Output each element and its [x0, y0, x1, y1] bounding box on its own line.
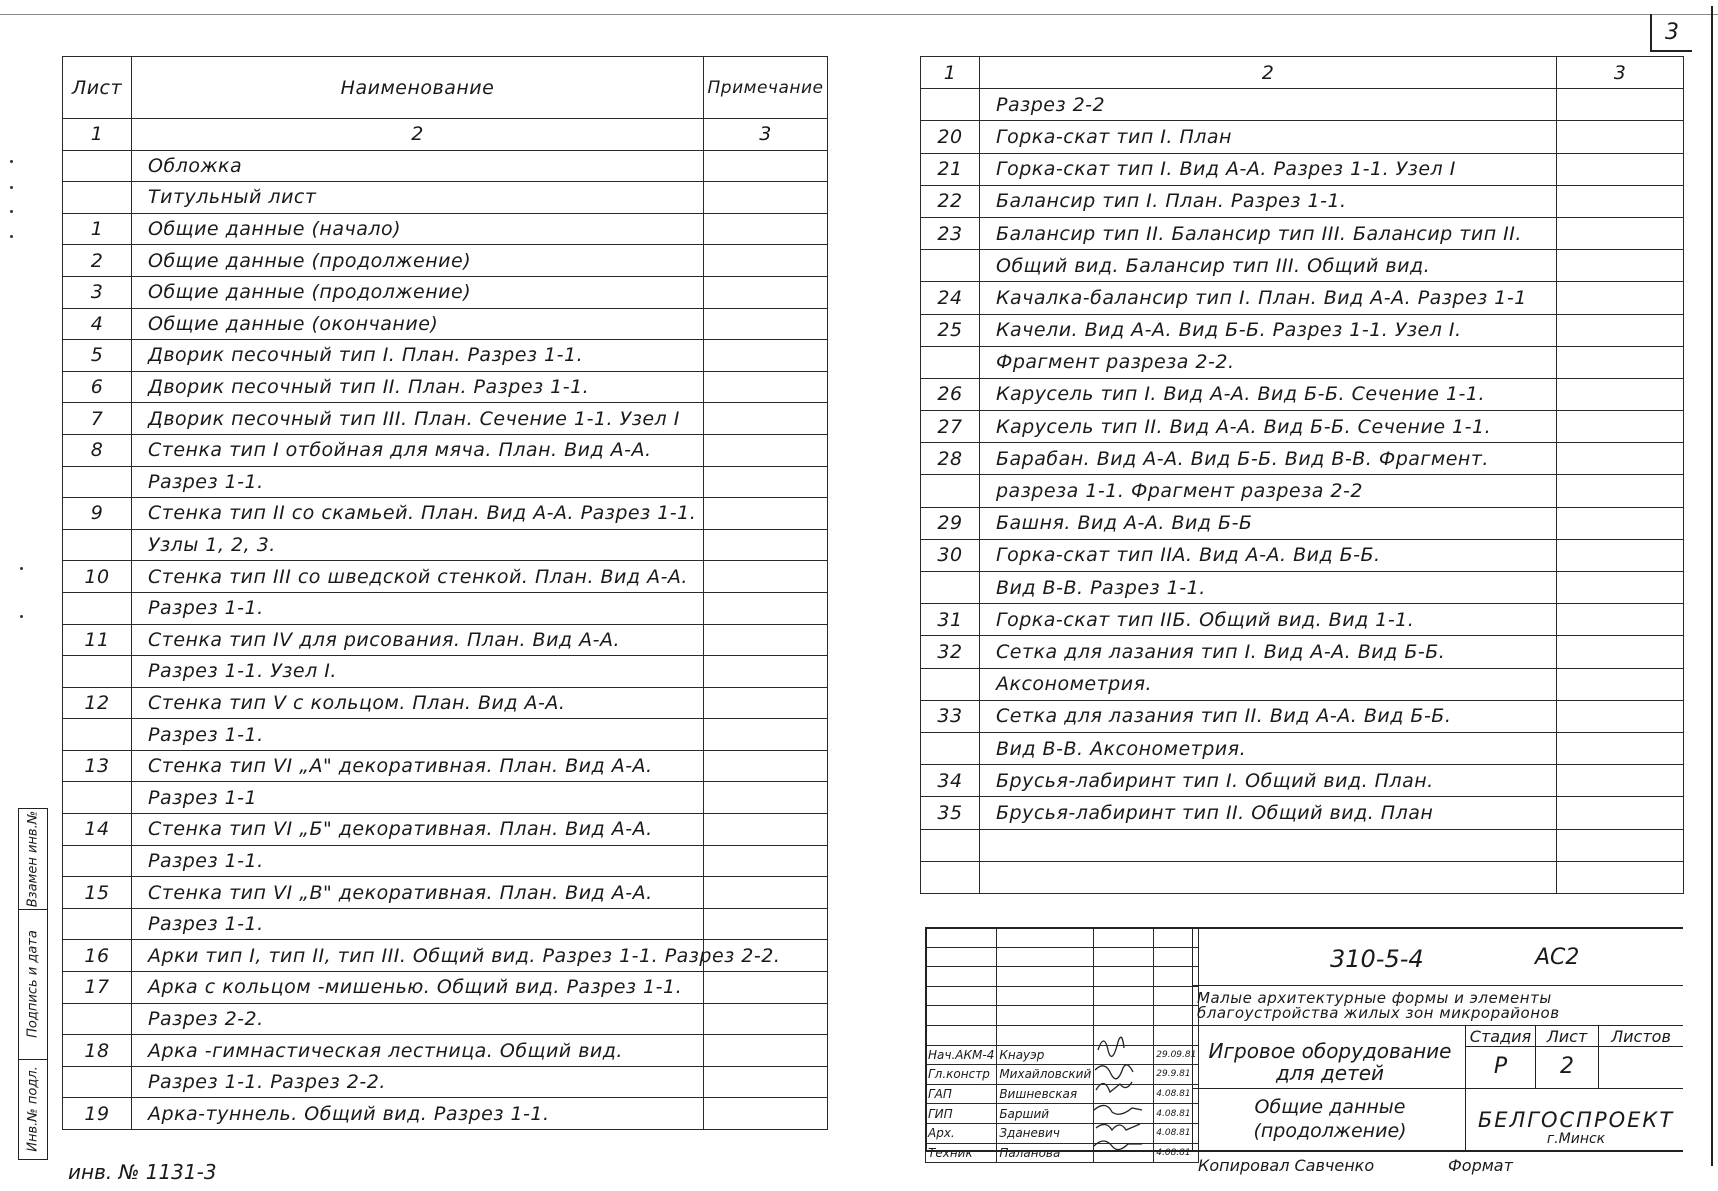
- sheet-name: Дворик песочный тип III. План. Сечение 1-1. Узел I: [132, 403, 704, 435]
- signature-date: 4.08.81: [1154, 1084, 1199, 1104]
- sheet-number: 13: [63, 750, 132, 782]
- sheet-note: [1557, 250, 1684, 282]
- sheet-note: [1557, 89, 1684, 121]
- margin-dot: [10, 235, 13, 238]
- sheet-note: [1557, 346, 1684, 378]
- signature-role: Арх.: [926, 1123, 997, 1143]
- sheet-note: [704, 1003, 828, 1035]
- sheet-label: Лист: [1546, 1027, 1588, 1046]
- sheet-name: Арка -гимнастическая лестница. Общий вид.: [132, 1035, 704, 1067]
- sheet-note: [704, 434, 828, 466]
- organization-name: БЕЛГОСПРОЕКТ: [1477, 1108, 1675, 1132]
- table-row: [921, 732, 1684, 764]
- signature-role: ГИП: [926, 1104, 997, 1124]
- sheet-name: Дворик песочный тип II. План. Разрез 1-1.: [132, 371, 704, 403]
- sheet-name: Титульный лист: [132, 182, 704, 214]
- table-row: [921, 572, 1684, 604]
- sheet-number: 12: [63, 687, 132, 719]
- sheet-name: Стенка тип VI „Б" декоративная. План. Вид А-А.: [132, 814, 704, 846]
- signature-role: ГАП: [926, 1084, 997, 1104]
- sheet-note: [704, 1066, 828, 1098]
- sheet-number: 29: [921, 507, 980, 539]
- table-row: [63, 656, 828, 688]
- sheet-number: 27: [921, 411, 980, 443]
- margin-dot: [20, 567, 23, 570]
- handwritten-signatures: [1090, 1022, 1150, 1152]
- table-row: [63, 434, 828, 466]
- sheet-number: 8: [63, 434, 132, 466]
- sheet-number: [63, 908, 132, 940]
- sheet-note: [704, 877, 828, 909]
- sheet-name: Дворик песочный тип I. План. Разрез 1-1.: [132, 340, 704, 372]
- table-row: [63, 1066, 828, 1098]
- sheet-name: Стенка тип VI „А" декоративная. План. Вид А-А.: [132, 750, 704, 782]
- sheet-number: [921, 861, 980, 893]
- table-row: [63, 150, 828, 182]
- left-table-body: [63, 150, 828, 1129]
- title-block-divider: [1192, 985, 1683, 986]
- table-row: [921, 153, 1684, 185]
- sheet-number: [921, 250, 980, 282]
- table-row: [63, 972, 828, 1004]
- sheet-note: [1557, 636, 1684, 668]
- margin-dot: [10, 210, 13, 213]
- sheet-note: [704, 719, 828, 751]
- table-row: [921, 475, 1684, 507]
- table-row: [63, 719, 828, 751]
- table-row: [63, 592, 828, 624]
- sheet-number: 23: [921, 217, 980, 249]
- sheet-name: Стенка тип II со скамьей. План. Вид А-А. Разрез 1-1.: [132, 498, 704, 530]
- sheet-note: [1557, 185, 1684, 217]
- sheet-note: [1557, 153, 1684, 185]
- signature-date: 4.08.81: [1154, 1123, 1199, 1143]
- sheet-note: [1557, 797, 1684, 829]
- sheet-note: [1557, 732, 1684, 764]
- sheet-name: Башня. Вид А-А. Вид Б-Б: [980, 507, 1557, 539]
- table-row: [63, 371, 828, 403]
- sheet-name: [980, 829, 1557, 861]
- table-row: [63, 245, 828, 277]
- sheet-number: 25: [921, 314, 980, 346]
- sheet-number: 6: [63, 371, 132, 403]
- sheet-note: [1557, 700, 1684, 732]
- table-row: [921, 314, 1684, 346]
- sheet-name: Стенка тип V с кольцом. План. Вид А-А.: [132, 687, 704, 719]
- page-number: 3: [1665, 20, 1679, 45]
- sheet-number: 24: [921, 282, 980, 314]
- inventory-number: инв. № 1131-3: [68, 1160, 217, 1184]
- sheet-number: 28: [921, 443, 980, 475]
- sheet-note: [704, 340, 828, 372]
- sheet-name: Общие данные (продолжение): [132, 276, 704, 308]
- column-number: 3: [704, 119, 828, 151]
- sheet-name: Разрез 2-2: [980, 89, 1557, 121]
- sheet-number: 32: [921, 636, 980, 668]
- column-number: 3: [1557, 57, 1684, 89]
- sheet-note: [1557, 121, 1684, 153]
- table-row: [63, 340, 828, 372]
- sheet-note: [704, 592, 828, 624]
- signature-name: Михайловский: [997, 1065, 1094, 1085]
- sheet-name: Аксонометрия.: [980, 668, 1557, 700]
- table-row: [63, 687, 828, 719]
- signature-name: Паланова: [997, 1143, 1094, 1163]
- sheet-number: [921, 346, 980, 378]
- sheet-note: [704, 845, 828, 877]
- sheet-name: Фрагмент разреза 2-2.: [980, 346, 1557, 378]
- sheet-name: Общий вид. Балансир тип III. Общий вид.: [980, 250, 1557, 282]
- sheet-note: [1557, 829, 1684, 861]
- header-sheet: Лист: [63, 57, 132, 119]
- header-name: Наименование: [132, 57, 704, 119]
- sheet-note: [1557, 314, 1684, 346]
- sheet-number: [63, 1003, 132, 1035]
- sheet-note: [1557, 443, 1684, 475]
- header-note: Примечание: [704, 57, 828, 119]
- sheet-name: Разрез 1-1: [132, 782, 704, 814]
- sheet-number: 9: [63, 498, 132, 530]
- title-block-divider: [1192, 927, 1193, 1152]
- sheet-number: 26: [921, 378, 980, 410]
- sheet-number: [921, 475, 980, 507]
- sheet-note: [704, 150, 828, 182]
- sheet-note: [704, 972, 828, 1004]
- signature-role: Нач.АКМ-4: [926, 1045, 997, 1065]
- sheet-name: Общие данные (начало): [132, 213, 704, 245]
- sheet-note: [704, 403, 828, 435]
- sheet-number: 16: [63, 940, 132, 972]
- table-row: [921, 185, 1684, 217]
- table-row: [921, 636, 1684, 668]
- side-stamp: [18, 808, 48, 1160]
- sheet-note: [704, 656, 828, 688]
- drawing-list-right-table: [920, 56, 1684, 894]
- sheet-name: Горка-скат тип I. Вид А-А. Разрез 1-1. Узел I: [980, 153, 1557, 185]
- sheet-number: [63, 719, 132, 751]
- table-row: [63, 213, 828, 245]
- sheet-name: Разрез 1-1.: [132, 592, 704, 624]
- sheet-note: [1557, 217, 1684, 249]
- column-number: 2: [132, 119, 704, 151]
- signature-name: Вишневская: [997, 1084, 1094, 1104]
- sheet-note: [1557, 539, 1684, 571]
- sheet-name: Стенка тип IV для рисования. План. Вид А-А.: [132, 624, 704, 656]
- sheet-number: [921, 668, 980, 700]
- column-number: 2: [980, 57, 1557, 89]
- sheet-name: разреза 1-1. Фрагмент разреза 2-2: [980, 475, 1557, 507]
- table-row: [921, 89, 1684, 121]
- sheet-name: Разрез 1-1. Узел I.: [132, 656, 704, 688]
- table-row: [63, 940, 828, 972]
- project-name: Малые архитектурные формы и элементы благоустройства жилых зон микрорайонов: [1197, 989, 1560, 1022]
- sheet-note: [704, 1098, 828, 1130]
- table-row: [921, 121, 1684, 153]
- margin-dot: [20, 615, 23, 618]
- signature-role: Техник: [926, 1143, 997, 1163]
- sheet-name: Качалка-балансир тип I. План. Вид А-А. Разрез 1-1: [980, 282, 1557, 314]
- sheet-note: [704, 498, 828, 530]
- sheet-number: 3: [63, 276, 132, 308]
- sheet-number: [921, 89, 980, 121]
- sheet-note: [1557, 507, 1684, 539]
- sheet-note: [704, 529, 828, 561]
- organization-city: г.Минск: [1546, 1131, 1606, 1147]
- sheet-note: [1557, 861, 1684, 893]
- table-row: [63, 529, 828, 561]
- sheet-number: 33: [921, 700, 980, 732]
- table-row: [921, 829, 1684, 861]
- sheet-number: [63, 845, 132, 877]
- sheet-note: [704, 466, 828, 498]
- sheet-name: Барабан. Вид А-А. Вид Б-Б. Вид В-В. Фрагмент.: [980, 443, 1557, 475]
- table-row: [921, 700, 1684, 732]
- table-row: [63, 908, 828, 940]
- sheet-note: [704, 1035, 828, 1067]
- table-row: [921, 861, 1684, 893]
- sheet-number: 17: [63, 972, 132, 1004]
- sheet-name: Карусель тип II. Вид А-А. Вид Б-Б. Сечение 1-1.: [980, 411, 1557, 443]
- sheet-note: [704, 814, 828, 846]
- table-row: [63, 877, 828, 909]
- table-row: [921, 443, 1684, 475]
- sheet-number: 2: [63, 245, 132, 277]
- margin-dot: [10, 186, 13, 189]
- side-stamp-replaced: Взамен инв.№: [19, 809, 47, 910]
- table-row: [63, 1035, 828, 1067]
- sheet-name: Разрез 1-1.: [132, 466, 704, 498]
- sheet-name: Обложка: [132, 150, 704, 182]
- sheet-number: [921, 732, 980, 764]
- title-block-divider: [1192, 1088, 1683, 1089]
- sheet-name: Брусья-лабиринт тип I. Общий вид. План.: [980, 765, 1557, 797]
- drawing-set-code: АС2: [1535, 945, 1580, 970]
- sheet-note: [704, 750, 828, 782]
- sheet-value: 2: [1560, 1054, 1574, 1079]
- stage-label: Стадия: [1469, 1027, 1532, 1046]
- right-table-body: [921, 89, 1684, 894]
- sheet-note: [1557, 572, 1684, 604]
- sheet-number: 11: [63, 624, 132, 656]
- sheet-name: Арка-туннель. Общий вид. Разрез 1-1.: [132, 1098, 704, 1130]
- title-block-divider: [1192, 1025, 1683, 1026]
- sheet-note: [704, 908, 828, 940]
- signature-name: Зданевич: [997, 1123, 1094, 1143]
- sheet-name: Качели. Вид А-А. Вид Б-Б. Разрез 1-1. Узел I.: [980, 314, 1557, 346]
- sheet-number: 21: [921, 153, 980, 185]
- column-number: 1: [921, 57, 980, 89]
- format-label: Формат: [1448, 1156, 1513, 1175]
- column-number: 1: [63, 119, 132, 151]
- sheet-number: 4: [63, 308, 132, 340]
- table-row: [63, 1003, 828, 1035]
- sheet-number: 19: [63, 1098, 132, 1130]
- side-stamp-original-inv: Инв.№ подл.: [25, 1066, 41, 1152]
- sheet-number: 14: [63, 814, 132, 846]
- sheet-note: [704, 245, 828, 277]
- table-row: [63, 403, 828, 435]
- sheet-name: Стенка тип VI „В" декоративная. План. Вид А-А.: [132, 877, 704, 909]
- sheet-name: Вид В-В. Аксонометрия.: [980, 732, 1557, 764]
- drawing-title: Игровое оборудование для детей: [1208, 1039, 1452, 1085]
- sheet-name: [980, 861, 1557, 893]
- table-row: [63, 814, 828, 846]
- sheet-number: 20: [921, 121, 980, 153]
- sheet-number: 35: [921, 797, 980, 829]
- table-header-row: [63, 57, 828, 119]
- sheet-number: [63, 150, 132, 182]
- stage-value: Р: [1493, 1054, 1508, 1079]
- sheet-number: [63, 782, 132, 814]
- table-row: [63, 750, 828, 782]
- signature-date: 4.08.81: [1154, 1104, 1199, 1124]
- sheet-note: [1557, 668, 1684, 700]
- sheet-number: 18: [63, 1035, 132, 1067]
- table-row: [921, 282, 1684, 314]
- sheet-note: [1557, 411, 1684, 443]
- table-row: [921, 765, 1684, 797]
- sheet-name: Горка-скат тип IIБ. Общий вид. Вид 1-1.: [980, 604, 1557, 636]
- sheet-number: 15: [63, 877, 132, 909]
- table-row: [63, 845, 828, 877]
- signature-date: 4.08.81: [1154, 1143, 1199, 1163]
- sheet-name: Вид В-В. Разрез 1-1.: [980, 572, 1557, 604]
- sheet-name: Разрез 1-1.: [132, 908, 704, 940]
- sheet-number: 22: [921, 185, 980, 217]
- sheet-note: [704, 687, 828, 719]
- sheet-number: 30: [921, 539, 980, 571]
- sheet-number: [921, 572, 980, 604]
- sheet-note: [1557, 282, 1684, 314]
- sheet-note: [704, 561, 828, 593]
- sheet-name: Разрез 2-2.: [132, 1003, 704, 1035]
- title-block-divider: [1465, 1046, 1683, 1047]
- drawing-list-left-table: [62, 56, 828, 1130]
- table-row: [63, 466, 828, 498]
- sheet-number: [63, 182, 132, 214]
- sheet-note: [1557, 604, 1684, 636]
- sheet-number: 5: [63, 340, 132, 372]
- table-row: [63, 561, 828, 593]
- table-row: [63, 182, 828, 214]
- table-row: [921, 668, 1684, 700]
- table-row: [921, 346, 1684, 378]
- sheet-number: 1: [63, 213, 132, 245]
- sheet-name: Карусель тип I. Вид А-А. Вид Б-Б. Сечение 1-1.: [980, 378, 1557, 410]
- sheet-name: Арка с кольцом -мишенью. Общий вид. Разрез 1-1.: [132, 972, 704, 1004]
- sheet-name: Брусья-лабиринт тип II. Общий вид. План: [980, 797, 1557, 829]
- sheet-name: Стенка тип I отбойная для мяча. План. Вид А-А.: [132, 434, 704, 466]
- table-row: [63, 276, 828, 308]
- sheet-name: Балансир тип I. План. Разрез 1-1.: [980, 185, 1557, 217]
- sheet-number: 10: [63, 561, 132, 593]
- table-row: [63, 308, 828, 340]
- sheet-name: Разрез 1-1. Разрез 2-2.: [132, 1066, 704, 1098]
- sheet-name: Горка-скат тип I. План: [980, 121, 1557, 153]
- sheet-number: 31: [921, 604, 980, 636]
- sheet-name: Балансир тип II. Балансир тип III. Балансир тип II.: [980, 217, 1557, 249]
- sheet-name: Разрез 1-1.: [132, 845, 704, 877]
- table-row: [921, 378, 1684, 410]
- table-row: [921, 217, 1684, 249]
- sheet-name: Узлы 1, 2, 3.: [132, 529, 704, 561]
- table-row: [921, 539, 1684, 571]
- signature-date: 29.09.81: [1154, 1045, 1199, 1065]
- sheet-note: [704, 782, 828, 814]
- sheet-number: 7: [63, 403, 132, 435]
- sheet-note: [1557, 378, 1684, 410]
- sheet-note: [704, 624, 828, 656]
- sheet-name: Сетка для лазания тип II. Вид А-А. Вид Б-Б.: [980, 700, 1557, 732]
- sheet-number: [63, 1066, 132, 1098]
- table-row: [921, 797, 1684, 829]
- table-row: [921, 411, 1684, 443]
- sheet-note: [704, 308, 828, 340]
- table-row: [921, 604, 1684, 636]
- signature-name: Кнауэр: [997, 1045, 1094, 1065]
- sheet-name: Общие данные (окончание): [132, 308, 704, 340]
- margin-dot: [10, 160, 13, 163]
- table-row: [63, 1098, 828, 1130]
- sheet-title: Общие данные (продолжение): [1253, 1096, 1407, 1142]
- signature-date: 29.9.81: [1154, 1065, 1199, 1085]
- sheet-note: [704, 371, 828, 403]
- signature-role: Гл.констр: [926, 1065, 997, 1085]
- sheet-name: Горка-скат тип IIА. Вид А-А. Вид Б-Б.: [980, 539, 1557, 571]
- sheet-number: [63, 592, 132, 624]
- copied-by: Копировал Савченко: [1198, 1156, 1375, 1175]
- sheet-note: [1557, 475, 1684, 507]
- sheet-name: Разрез 1-1.: [132, 719, 704, 751]
- table-row: [921, 507, 1684, 539]
- document-code: 310-5-4: [1330, 945, 1424, 973]
- sheet-number: [63, 466, 132, 498]
- table-row: [63, 782, 828, 814]
- sheet-name: Арки тип I, тип II, тип III. Общий вид. Разрез 1-1. Разрез 2-2.: [132, 940, 704, 972]
- sheet-number: [63, 529, 132, 561]
- sheet-name: Сетка для лазания тип I. Вид А-А. Вид Б-Б.: [980, 636, 1557, 668]
- signature-name: Барший: [997, 1104, 1094, 1124]
- sheet-number: 34: [921, 765, 980, 797]
- table-row: [63, 624, 828, 656]
- table-row: [63, 498, 828, 530]
- sheet-note: [704, 213, 828, 245]
- sheet-name: Стенка тип III со шведской стенкой. План. Вид А-А.: [132, 561, 704, 593]
- sheet-note: [704, 182, 828, 214]
- sheet-number: [921, 829, 980, 861]
- table-row: [921, 250, 1684, 282]
- sheet-name: Общие данные (продолжение): [132, 245, 704, 277]
- sheet-note: [1557, 765, 1684, 797]
- column-number-row: [921, 57, 1684, 89]
- side-stamp-signature-date: Подпись и дата: [19, 909, 47, 1060]
- sheets-label: Листов: [1611, 1027, 1671, 1046]
- column-number-row: [63, 119, 828, 151]
- sheet-number: [63, 656, 132, 688]
- sheet-note: [704, 276, 828, 308]
